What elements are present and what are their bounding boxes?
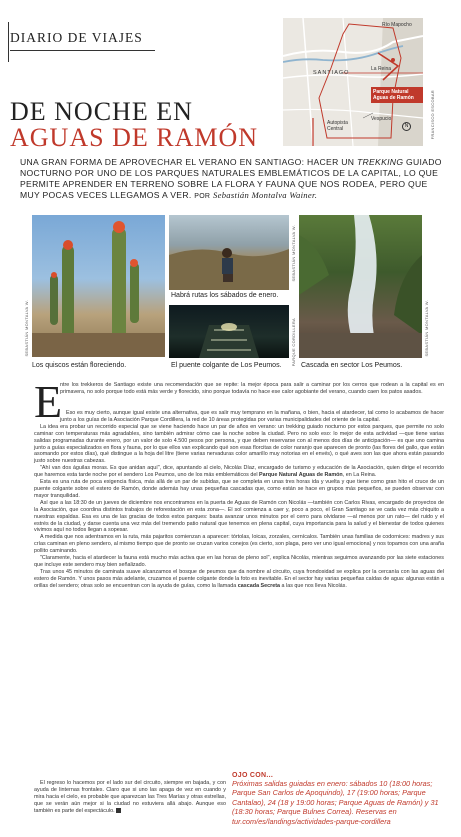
map-label-autopista: Autopista Central bbox=[327, 120, 348, 132]
body-last bbox=[34, 780, 226, 815]
body-paragraph-1: ntre los trekkeros de Santiago existe una recomendación que se repite: la mejor época para salir a caminar por los cerros que rodean a la capital es en primavera, no solo porque todo está más verde y florecido, sino porque todavía no hace ese calor agobiante del verano, cuando caen los patos asados. bbox=[60, 382, 444, 395]
bridge-illustration bbox=[169, 305, 289, 358]
headline-line2: AGUAS DE RAMÓN bbox=[10, 123, 259, 152]
park-name: Parque Natural Aguas de Ramón bbox=[259, 472, 343, 479]
hiker-illustration bbox=[169, 215, 289, 290]
lead-by: POR bbox=[194, 193, 211, 200]
map-label-mapocho: Río Mapocho bbox=[382, 22, 412, 28]
body-paragraph-2: Eso es muy cierto, aunque igual existe una alternativa, que es salir muy temprano en la mañana, o bien, hacia el atardecer, tal como lo acabamos de hacer junto a los guías de la Asociación Parque Cordillera, la red de 10 áreas protegidas por varias municipalidades del oriente de la capital. bbox=[60, 410, 444, 423]
map-label-park: Parque Natural Aguas de Ramón bbox=[371, 87, 423, 103]
ojo-text: Próximas salidas guiadas en enero: sábados 10 (18:00 horas; Parque San Carlos de Apoquindo), 17 (19:00 horas; Parque Cantalao), 24 (18 y 19:00 horas; Parque Aguas de Ramón) y 31 (18:30 horas; Parque Bulnes Correa). Reservas en tur.com/es/landings/actividades-parque-cordillera bbox=[232, 779, 439, 826]
section-rule bbox=[8, 22, 9, 62]
body-p4-text: "Ahí van dos águilas moras. Es que anidan aquí", dice, apuntando al cielo, Nicolás Díaz, encargado de turismo y educación de la Asociación, quien dirige el recorrido que haremos esta tarde noche por el sendero Los Peumos, uno de los más emblemáticos del bbox=[34, 465, 444, 479]
photo-hiker bbox=[169, 215, 289, 290]
body-paragraph-7: A medida que nos adentramos en la ruta, más pajaritos comienzan a aparecer: tórtolas, loicas, zorzales, cernícalos. También unas familias de codornices: madres y sus crías caminan en pleno sendero, al mismo tiempo que de pronto se cruzan varios conejos (es cierto, son plaga, pero ver uno igual emociona) y nos topamos con una araña pollito caminando. bbox=[34, 534, 444, 555]
lead-text-2: GUIADO NOCTURNO POR UNO DE LOS PARQUES NATURALES EMBLEMÁTICOS DE LA CAPITAL, LO QUE PERMITE APRENDER EN TERRENO SOBRE LA FLORA Y FAUNA QUE NOS RODEA, PERO QUE MUY POCAS VECES LLEGAMOS A VER. bbox=[20, 157, 442, 200]
body-paragraph-5: Esta es una ruta de poca exigencia física, más allá de un par de subidas, que se completa en unas tres horas ida y vuelta y que tiene como gran hito el cruce de un puente colgante sobre el estero de Ramón, donde además hay unas pequeñas cascadas que, como están se hace en grupos más pequeños, se pueden observar con mayor tranquilidad. bbox=[34, 479, 444, 499]
cascada-secreta: cascada Secreta bbox=[237, 582, 281, 589]
map-credit: FRANCISCO ESCOBAR bbox=[430, 90, 435, 140]
body-paragraph-4 bbox=[34, 465, 444, 479]
waterfall-caption: Cascada en sector Los Peumos. bbox=[301, 362, 403, 369]
compass-icon: N bbox=[402, 122, 411, 131]
photo-waterfall bbox=[299, 215, 422, 358]
lead-paragraph bbox=[20, 157, 445, 202]
location-map bbox=[283, 18, 423, 146]
cactus-illustration bbox=[32, 215, 165, 357]
body-paragraph-10 bbox=[34, 780, 226, 815]
body-main bbox=[34, 410, 444, 590]
headline-line1: DE NOCHE EN bbox=[10, 97, 193, 126]
hiker-credit: SEBASTIÁN MONTALVA W. bbox=[291, 225, 296, 282]
map-label-vespucio: Vespucio bbox=[371, 116, 392, 122]
end-mark-icon bbox=[116, 808, 121, 813]
bridge-credit: PARQUE CORDILLERA bbox=[291, 318, 296, 367]
hiker-caption: Habrá rutas los sábados de enero. bbox=[171, 292, 279, 299]
lead-trekking: TREKKING bbox=[356, 157, 404, 167]
body-paragraph-3: La idea era probar un recorrido especial que se viene haciendo hace un par de años en verano: un trekking guiado nocturno por estos parques, que permite no solo caminar con temperaturas más agradables, sino también admirar cómo cae la noche sobre la ciudad. Pero no solo eso: lo mejor de esta actividad —que tiene varias salidas programadas durante enero, por un valor de solo 4.500 pesos por persona, y que deben reservarse con al menos dos días de anticipación— es que uno camina junto a guías especializados en flora y fauna, por lo que ellos van explicando qué son esas florcitas de color naranjo que aparecen de pronto (las flores del gallo, que están asomando por estos días), qué distingue a la hoja del litre (tiene varias nervaduras color amarillo muy notorias en el envés), o qué aves son las que ahora están pasando justo sobre nuestras cabezas. bbox=[34, 423, 444, 465]
body-p4-end: , en La Reina. bbox=[342, 472, 377, 479]
ojo-box bbox=[232, 772, 444, 826]
photo-bridge bbox=[169, 305, 289, 358]
lead-author: Sebastián Montalva Wainer. bbox=[213, 190, 318, 200]
map-label-santiago: SANTIAGO bbox=[313, 70, 350, 76]
body-paragraph-9 bbox=[34, 569, 444, 590]
bridge-caption: El puente colgante de Los Peumos. bbox=[171, 362, 282, 369]
cactus-credit: SEBASTIÁN MONTALVA W. bbox=[24, 300, 29, 357]
cactus-caption: Los quiscos están floreciendo. bbox=[32, 362, 127, 369]
ojo-title: OJO CON... bbox=[232, 772, 274, 779]
lead-text-1: UNA GRAN FORMA DE APROVECHAR EL VERANO EN SANTIAGO: HACER UN bbox=[20, 157, 357, 167]
waterfall-illustration bbox=[299, 215, 422, 358]
body-paragraph-8: "Claramente, hacia el atardecer la fauna está mucho más activa que en las horas de pleno sol", explica Nicolás, mientras seguimos avanzando por las siete estaciones que incluye este sendero muy bien señalizado. bbox=[34, 555, 444, 568]
waterfall-credit: SEBASTIÁN MONTALVA W. bbox=[424, 300, 429, 357]
section-label: DIARIO DE VIAJES bbox=[10, 30, 143, 45]
drop-cap: E bbox=[34, 376, 63, 427]
photo-cactus bbox=[32, 215, 165, 357]
body-p10-text: El regreso lo hacemos por el lado sur del circuito, siempre en bajada, y con ayuda de linternas frontales. Claro que si uno las apaga de vez en cuando y mira hacia el cielo, es probable que aparezcan las Tres Marías y otras estrellas, que se verán aún mejor si la ciudad no estuviera allá abajo. Aunque eso también es parte del espectáculo. bbox=[34, 780, 226, 814]
map-label-la-reina: La Reina bbox=[371, 66, 392, 72]
body-p9-text: Tras unos 45 minutos de caminata suave alcanzamos el bosque de peumos que da nombre al circuito, cuya frondosidad se explica por la cercanía con las aguas del estero de Ramón. Y unos pasos más adelante, cruzamos el puente colgante donde la foto es inevitable. En el sector hay varias pequeñas caídas de agua: algunas están a orillas del sendero; otras solo se encuentran con la ayuda de guías, como la llamada bbox=[34, 568, 444, 589]
body-p9-end: a las que nos lleva Nicolás. bbox=[280, 582, 347, 589]
body-p1 bbox=[60, 382, 444, 396]
body-paragraph-6: Así que a las 18:30 de un jueves de diciembre nos encontramos en la puerta de Aguas de Ramón con Nicolás —también con Carlos Rivas, encargado de proyectos de la Asociación, que coordina distintos trabajos de reforestación en esta zona—. El sol comienza a caer y, poco a poco, el Gran Santiago se ve cada vez más chiquito a nuestras espaldas. Esa es una de las gracias de todos estos parques: basta avanzar unos minutos por el cerro para olvidarse —al menos por un rato— del ruido y el estrés de la ciudad, y darse cuenta una vez más del tremendo patio natural que tenemos en plena capital, cuya importancia para la salud y el bienestar de todos quienes vivimos aquí no todos llegan a sopesar. bbox=[34, 499, 444, 534]
